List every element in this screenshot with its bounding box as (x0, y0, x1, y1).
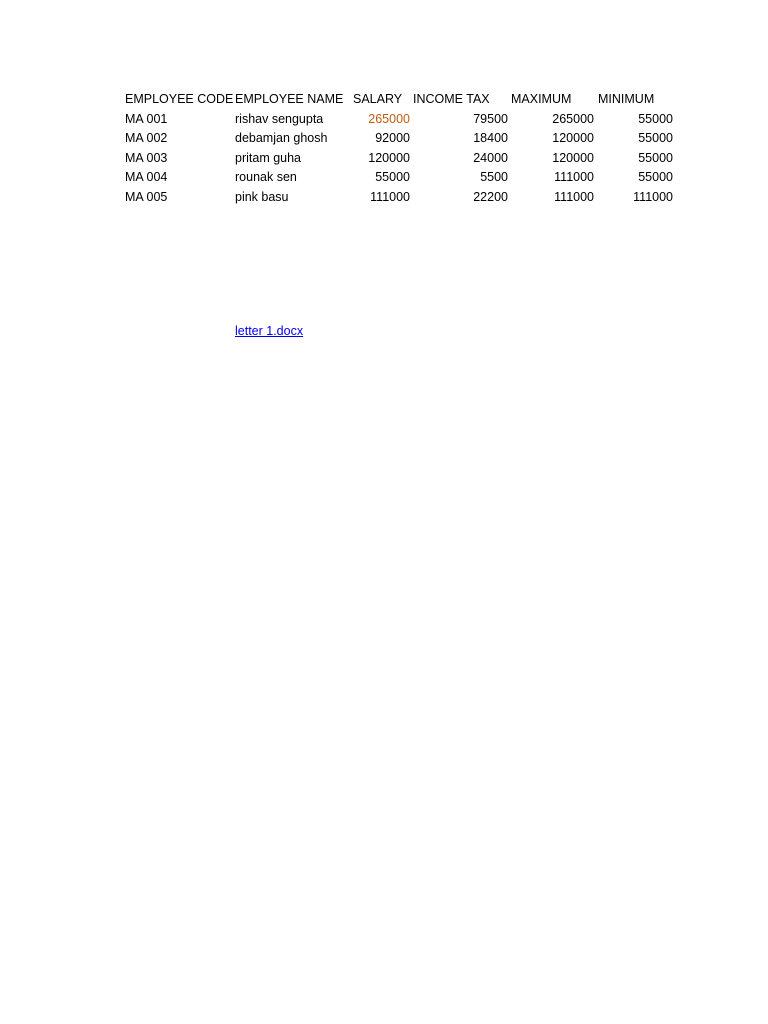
employee-code-cell: MA 003 (125, 150, 168, 165)
table-header-row (0, 90, 768, 110)
employee-table (0, 90, 768, 207)
maximum-cell: 120000 (552, 150, 594, 165)
minimum-cell: 55000 (638, 150, 673, 165)
header-employee-code: EMPLOYEE CODE (125, 92, 234, 106)
employee-name-cell: rishav sengupta (235, 111, 324, 126)
salary-cell: 265000 (368, 111, 410, 126)
maximum-cell: 265000 (552, 111, 594, 126)
salary-cell: 120000 (368, 150, 410, 165)
maximum-cell: 111000 (554, 170, 594, 184)
maximum-cell: 111000 (554, 189, 594, 204)
income-tax-cell: 18400 (473, 131, 508, 145)
minimum-cell: 55000 (638, 131, 673, 145)
header-minimum: MINIMUM (598, 92, 655, 106)
minimum-cell: 55000 (638, 170, 673, 184)
table-row (0, 168, 768, 188)
employee-name-cell: rounak sen (235, 170, 297, 184)
employee-name-cell: pritam guha (235, 150, 302, 165)
income-tax-cell: 5500 (480, 170, 508, 184)
header-maximum: MAXIMUM (511, 92, 572, 106)
minimum-cell: 111000 (633, 189, 673, 204)
letter-docx-link[interactable]: letter 1.docx (235, 324, 304, 338)
header-salary: SALARY (353, 92, 403, 106)
header-income-tax: INCOME TAX (413, 92, 490, 106)
employee-code-cell: MA 004 (125, 170, 168, 184)
table-row (0, 129, 768, 149)
income-tax-cell: 22200 (473, 189, 508, 204)
income-tax-cell: 24000 (473, 150, 508, 165)
income-tax-cell: 79500 (473, 111, 508, 126)
header-employee-name: EMPLOYEE NAME (235, 92, 344, 106)
salary-cell: 111000 (370, 189, 410, 204)
table-row (0, 149, 768, 169)
table-row (0, 188, 768, 208)
table-row (0, 110, 768, 130)
employee-code-cell: MA 001 (125, 111, 168, 126)
employee-name-cell: debamjan ghosh (235, 131, 328, 145)
minimum-cell: 55000 (638, 111, 673, 126)
salary-cell: 55000 (375, 170, 410, 184)
maximum-cell: 120000 (552, 131, 594, 145)
salary-cell: 92000 (375, 131, 410, 145)
employee-code-cell: MA 005 (125, 189, 168, 204)
employee-code-cell: MA 002 (125, 131, 168, 145)
employee-name-cell: pink basu (235, 189, 289, 204)
